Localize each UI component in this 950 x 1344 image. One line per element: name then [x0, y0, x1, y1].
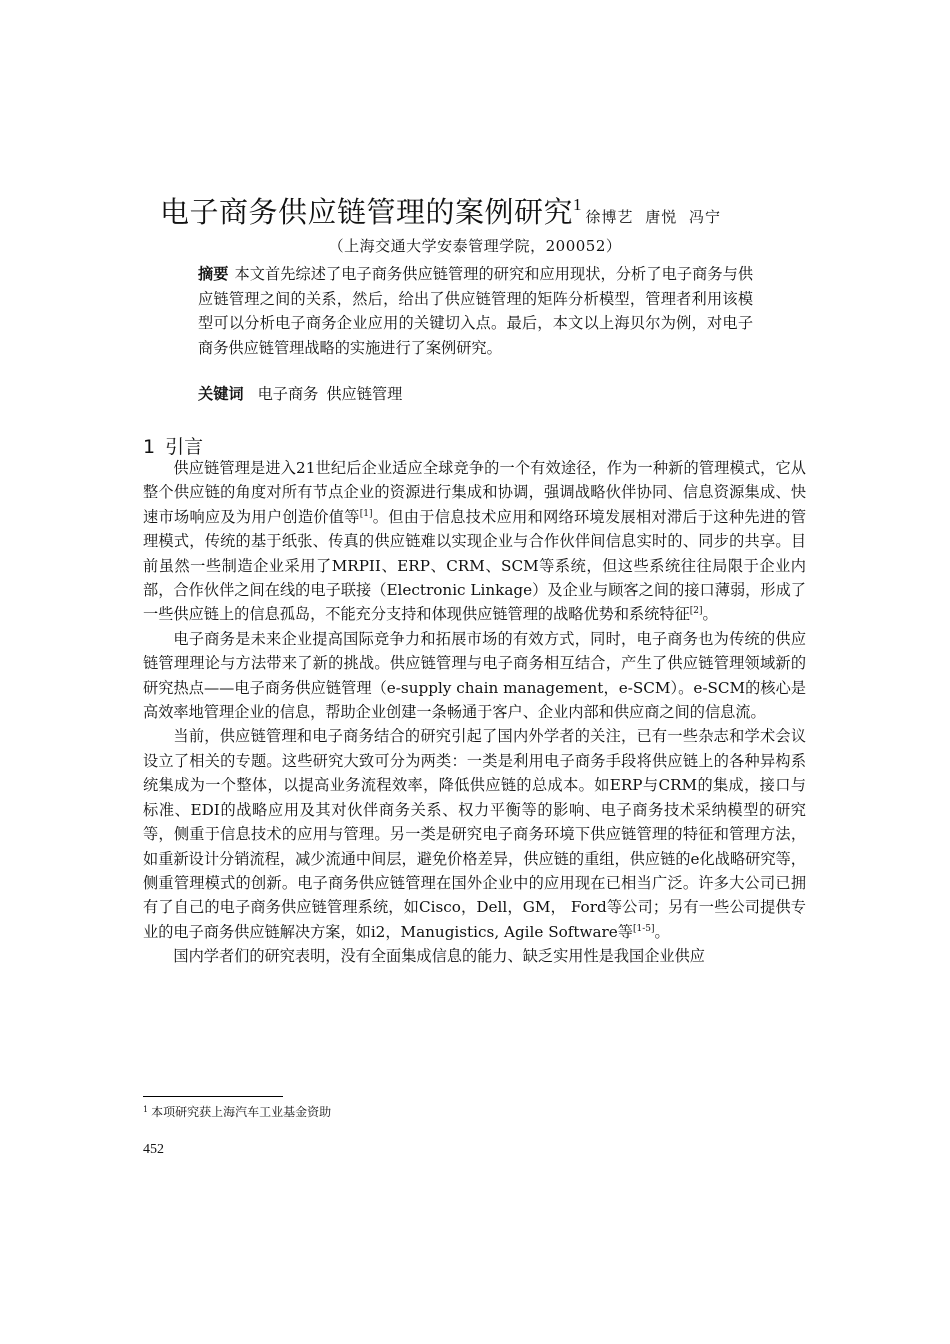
paper-title: 电子商务供应链管理的案例研究	[160, 195, 574, 229]
abstract-text: 本文首先综述了电子商务供应链管理的研究和应用现状，分析了电子商务与供应链管理之间的关系，然后，给出了供应链管理的矩阵分析模型，管理者利用该模型可以分析电子商务企业应用的关键切入点。最后，本文以上海贝尔为例，对电子商务供应链管理战略的实施进行了案例研究。	[198, 265, 754, 357]
paragraph	[143, 627, 806, 725]
section-title: 引言	[165, 436, 204, 458]
paragraph-text: 。但由于信息技术应用和网络环境发展相对滞后于这种先进的管理模式，传统的基于纸张、传真的供应链难以实现企业与合作伙伴间信息实时的、同步的共享。目前虽然一些制造企业采用了MRPII、ERP、CRM、SCM等系统，但这些系统往往局限于企业内部，合作伙伴之间在线的电子联接（Electronic Linkage）及企业与顾客之间的接口薄弱，形成了一些供应链上的信息孤岛，不能充分支持和体现供应链管理的战略优势和系统特征	[143, 507, 807, 624]
paragraph	[143, 944, 806, 968]
paragraph-text: 电子商务是未来企业提高国际竞争力和拓展市场的有效方式，同时，电子商务也为传统的供应链管理理论与方法带来了新的挑战。供应链管理与电子商务相互结合，产生了供应链管理领域新的研究热点——电子商务供应链管理（e-supply chain management，e-SCM）。e-SCM的核心是高效率地管理企业的信息，帮助企业创建一条畅通于客户、企业内部和供应商之间的信息流。	[143, 629, 806, 722]
affiliation: （上海交通大学安泰管理学院，200052）	[328, 237, 622, 255]
section-heading	[143, 432, 203, 459]
paragraph-text: 。	[702, 605, 718, 624]
abstract-label: 摘要	[198, 265, 229, 283]
citation: [2]	[689, 606, 703, 617]
keyword: 电子商务	[257, 385, 319, 403]
paragraph-text: 当前，供应链管理和电子商务结合的研究引起了国内外学者的关注，已有一些杂志和学术会议设立了相关的专题。这些研究大致可分为两类：一类是利用电子商务手段将供应链上的各种异构系统集成为一个整体，以提高业务流程效率，降低供应链的总成本。如ERP与CRM的集成，接口与标准、EDI的战略应用及其对伙伴商务关系、权力平衡等的影响、电子商务技术采纳模型的研究等，侧重于信息技术的应用与管理。另一类是研究电子商务环境下供应链管理的特征和管理方法，如重新设计分销流程，减少流通中间层，避免价格差异，供应链的重组，供应链的e化战略研究等，侧重管理模式的创新。电子商务供应链管理在国外企业中的应用现在已相当广泛。许多大公司已拥有了自己的电子商务供应链管理系统，如Cisco，Dell，GM， Ford等公司；另有一些公司提供专业的电子商务供应链解决方案，如i2，Manugistics, Agile Software等	[143, 727, 806, 941]
keyword: 供应链管理	[326, 385, 403, 403]
abstract	[198, 262, 753, 360]
section-number: 1	[143, 436, 156, 458]
footnote	[143, 1103, 331, 1120]
page-number: 452	[143, 1142, 164, 1157]
paragraph-text: 供应链管理是进入21世纪后企业适应全球竞争的一个有效途径，作为一种新的管理模式，它从整个供应链的角度对所有节点企业的资源进行集成和协调，强调战略伙伴协同、信息资源集成、快速市场响应及为用户创造价值等	[143, 459, 806, 526]
footnote-mark: 1	[143, 1105, 149, 1114]
keywords	[198, 383, 753, 404]
paragraph-text: 。	[654, 922, 670, 941]
citation: [1]	[359, 508, 373, 519]
paragraph-text: 国内学者们的研究表明，没有全面集成信息的能力、缺乏实用性是我国企业供应	[173, 947, 705, 966]
paragraph	[143, 724, 806, 944]
title-footnote-mark: 1	[573, 195, 582, 214]
authors: 徐博艺 唐悦 冯宁	[585, 208, 722, 226]
paragraph	[143, 456, 806, 627]
footnote-rule	[143, 1096, 283, 1097]
title-line	[160, 190, 820, 231]
citation: [1-5]	[632, 923, 655, 934]
footnote-text: 本项研究获上海汽车工业基金资助	[151, 1105, 332, 1119]
keywords-label: 关键词	[198, 385, 244, 403]
body-text	[143, 456, 806, 969]
